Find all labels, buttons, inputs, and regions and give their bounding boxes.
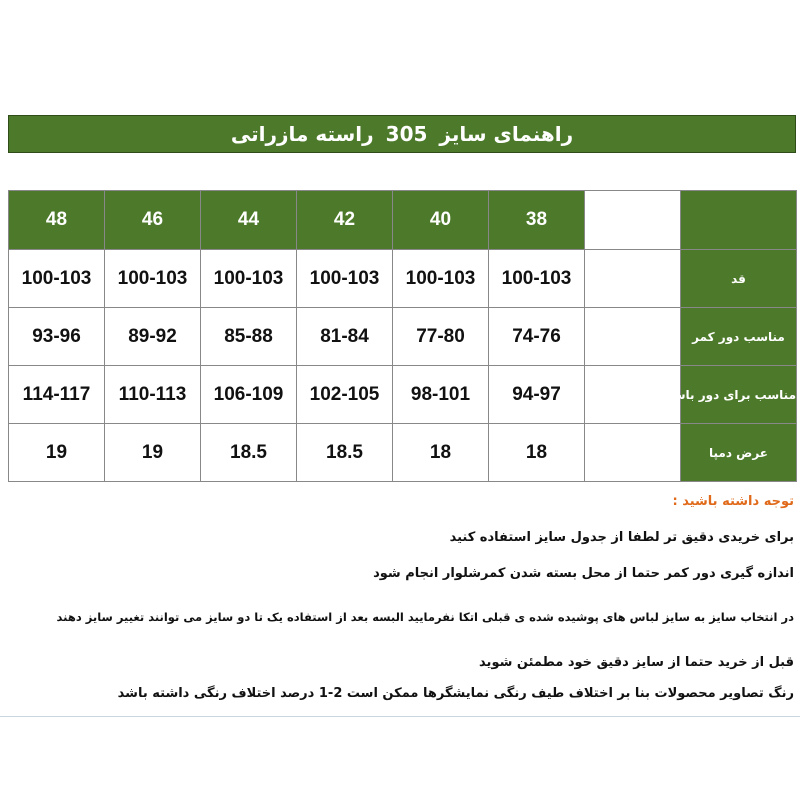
size-header-row xyxy=(9,191,797,250)
row-label-hem-width: عرض دمپا xyxy=(681,424,797,482)
table-cell: 18 xyxy=(393,424,489,482)
row-label-waist: مناسب دور کمر xyxy=(681,308,797,366)
table-cell: 114-117 xyxy=(9,366,105,424)
table-row xyxy=(9,250,797,308)
size-header: 46 xyxy=(105,191,201,250)
note-line: رنگ تصاویر محصولات بنا بر اختلاف طیف رنگی نمایشگرها ممکن است 2-1 درصد اختلاف رنگی داشته باشد xyxy=(117,686,794,701)
table-cell: 100-103 xyxy=(9,250,105,308)
table-cell: 85-88 xyxy=(201,308,297,366)
table-cell: 100-103 xyxy=(489,250,585,308)
table-cell: 18.5 xyxy=(201,424,297,482)
table-cell: 100-103 xyxy=(201,250,297,308)
table-cell: 18.5 xyxy=(297,424,393,482)
bottom-divider xyxy=(0,716,800,717)
table-cell: 102-105 xyxy=(297,366,393,424)
row-label-height: قد xyxy=(681,250,797,308)
size-header: 48 xyxy=(9,191,105,250)
size-table xyxy=(8,190,797,482)
table-cell: 110-113 xyxy=(105,366,201,424)
size-guide-title xyxy=(8,115,796,153)
empty-cell xyxy=(585,250,681,308)
table-cell: 100-103 xyxy=(393,250,489,308)
note-line: قبل از خرید حتما از سایز دقیق خود مطمئن شوید xyxy=(479,655,794,670)
table-cell: 81-84 xyxy=(297,308,393,366)
table-cell: 19 xyxy=(105,424,201,482)
table-cell: 74-76 xyxy=(489,308,585,366)
table-cell: 93-96 xyxy=(9,308,105,366)
size-header: 40 xyxy=(393,191,489,250)
title-subtitle: راسته مازراتی xyxy=(230,122,374,146)
table-cell: 19 xyxy=(9,424,105,482)
row-label-hip: مناسب برای دور باسن xyxy=(681,366,797,424)
table-cell: 77-80 xyxy=(393,308,489,366)
table-cell: 100-103 xyxy=(297,250,393,308)
size-header: 44 xyxy=(201,191,297,250)
table-cell: 98-101 xyxy=(393,366,489,424)
table-row xyxy=(9,366,797,424)
table-cell: 106-109 xyxy=(201,366,297,424)
table-cell: 100-103 xyxy=(105,250,201,308)
title-text: راهنمای سایز xyxy=(439,122,574,146)
empty-cell xyxy=(585,308,681,366)
table-row xyxy=(9,424,797,482)
table-cell: 94-97 xyxy=(489,366,585,424)
corner-header-cell xyxy=(681,191,797,250)
notes-heading: توجه داشته باشید : xyxy=(672,494,794,509)
note-line: برای خریدی دقیق تر لطفا از جدول سایز استفاده کنید xyxy=(449,530,794,545)
note-line: در انتخاب سایز به سایز لباس های پوشیده شده ی قبلی اتکا نفرمایید البسه بعد از استفاده یک تا دو سایز می توانند تغییر سایز دهند xyxy=(56,610,794,624)
empty-header-cell xyxy=(585,191,681,250)
size-header: 38 xyxy=(489,191,585,250)
table-cell: 18 xyxy=(489,424,585,482)
empty-cell xyxy=(585,424,681,482)
table-cell: 89-92 xyxy=(105,308,201,366)
table-row xyxy=(9,308,797,366)
note-line: اندازه گیری دور کمر حتما از محل بسته شدن کمرشلوار انجام شود xyxy=(373,566,794,581)
title-model-number: 305 xyxy=(385,122,428,146)
size-header: 42 xyxy=(297,191,393,250)
